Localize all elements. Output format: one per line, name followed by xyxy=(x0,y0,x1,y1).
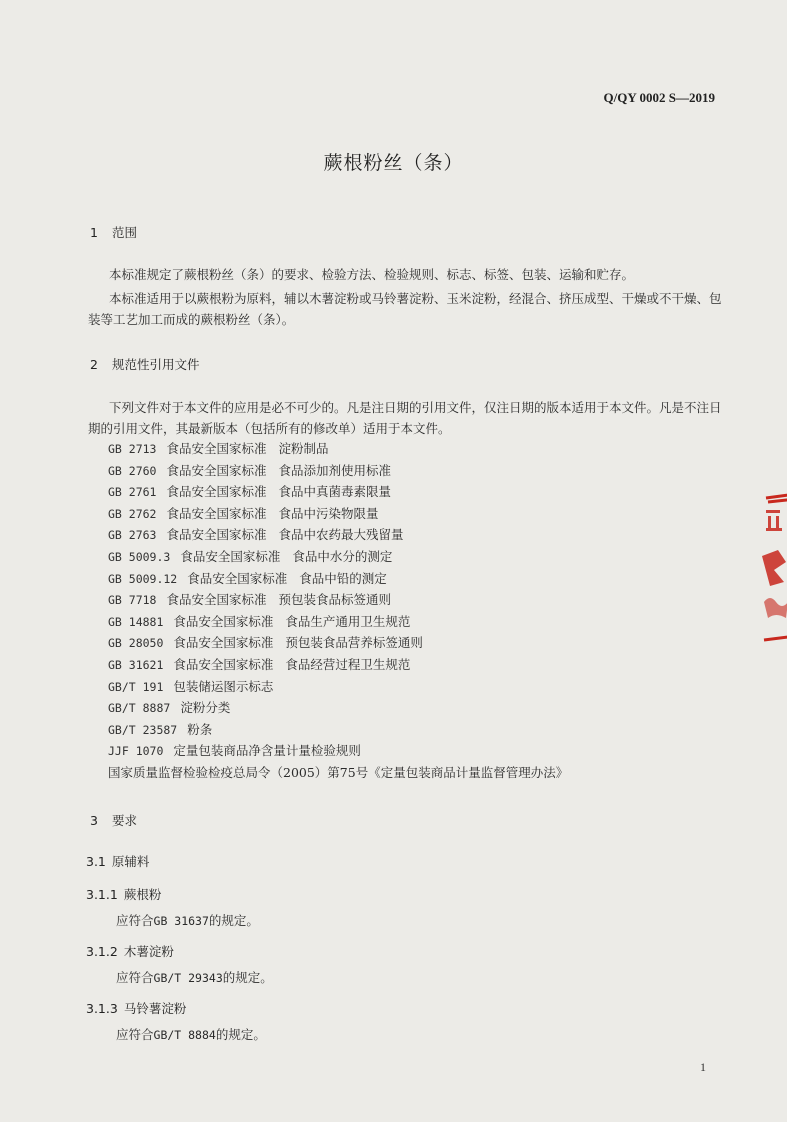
reference-name: 定量包装商品净含量计量检验规则 xyxy=(173,743,361,759)
subsection-3-1-1-heading xyxy=(86,885,161,903)
requirement-prefix: 应符合 xyxy=(116,970,154,985)
subsection-3-1-2-heading xyxy=(86,942,174,960)
reference-title: 食品中水分的测定 xyxy=(292,548,393,564)
requirement-code: GB 31637 xyxy=(153,914,209,928)
reference-code: GB 5009.3 xyxy=(108,549,171,564)
document-title: 蕨根粉丝（条） xyxy=(323,152,464,174)
reference-code: GB 2760 xyxy=(108,463,157,478)
reference-name: 包装储运图示标志 xyxy=(173,678,274,694)
reference-name: 食品安全国家标准 xyxy=(166,592,267,608)
requirement-code: GB/T 29343 xyxy=(153,971,223,985)
reference-title: 食品中铅的测定 xyxy=(299,570,387,586)
requirement-suffix: 的规定。 xyxy=(208,913,259,928)
reference-item xyxy=(108,632,728,654)
reference-code: GB 2713 xyxy=(108,442,157,456)
reference-title: 淀粉制品 xyxy=(278,441,329,456)
reference-list xyxy=(108,438,728,784)
page-number: 1 xyxy=(700,1060,706,1074)
reference-name: 食品安全国家标准 xyxy=(173,635,274,651)
reference-name: 食品安全国家标准 xyxy=(180,548,281,564)
reference-title: 食品经营过程卫生规范 xyxy=(285,656,411,672)
reference-code: GB/T 8887 xyxy=(108,701,171,716)
subsection-title: 原辅料 xyxy=(111,854,150,869)
reference-item xyxy=(108,676,728,698)
section-title: 要求 xyxy=(112,813,138,828)
reference-name: 食品安全国家标准 xyxy=(187,570,288,586)
reference-code: JJF 1070 xyxy=(108,744,164,759)
reference-item xyxy=(108,611,728,633)
reference-name: 食品安全国家标准 xyxy=(166,527,267,543)
reference-name: 食品安全国家标准 xyxy=(166,484,267,500)
scope-paragraph-1: 本标准规定了蕨根粉丝（条）的要求、检验方法、检验规则、标志、标签、包装、运输和贮存。 xyxy=(109,267,635,282)
subsection-number: 3.1.2 xyxy=(86,944,118,959)
red-seal-stamp xyxy=(756,490,787,650)
requirement-suffix: 的规定。 xyxy=(222,970,273,985)
reference-name: 食品安全国家标准 xyxy=(166,505,267,521)
reference-name: 食品安全国家标准 xyxy=(166,441,267,456)
reference-item xyxy=(108,719,728,741)
reference-code: GB 7718 xyxy=(108,593,157,608)
requirement-text xyxy=(116,1025,266,1043)
reference-title: 预包装食品营养标签通则 xyxy=(285,635,423,651)
reference-name: 食品安全国家标准 xyxy=(173,613,274,629)
reference-item xyxy=(108,697,728,719)
reference-code: GB 5009.12 xyxy=(108,571,178,586)
requirement-text xyxy=(116,968,273,986)
reference-code: GB/T 191 xyxy=(108,679,164,694)
reference-name: 食品安全国家标准 xyxy=(166,462,267,478)
reference-item xyxy=(108,589,728,611)
subsection-number: 3.1.1 xyxy=(86,887,118,902)
reference-item xyxy=(108,460,728,482)
section-title: 范围 xyxy=(112,225,138,240)
reference-item xyxy=(108,654,728,676)
section-title: 规范性引用文件 xyxy=(112,357,200,372)
references-intro: 下列文件对于本文件的应用是必不可少的。凡是注日期的引用文件，仅注日期的版本适用于本文件。凡是不注日期的引用文件，其最新版本（包括所有的修改单）适用于本文件。 xyxy=(88,400,722,436)
reference-code: GB 2762 xyxy=(108,506,157,521)
requirement-suffix: 的规定。 xyxy=(215,1027,266,1042)
reference-name: 粉条 xyxy=(187,721,213,737)
reference-item xyxy=(108,762,728,784)
requirement-prefix: 应符合 xyxy=(116,913,154,928)
section-number: 1 xyxy=(90,225,98,240)
section-2-heading xyxy=(90,355,200,373)
reference-name: 食品安全国家标准 xyxy=(173,656,274,672)
reference-title: 食品生产通用卫生规范 xyxy=(285,613,411,629)
reference-item xyxy=(108,503,728,525)
reference-title: 食品中污染物限量 xyxy=(278,505,379,521)
reference-name: 淀粉分类 xyxy=(180,700,231,716)
reference-title: 食品中真菌毒素限量 xyxy=(278,484,391,500)
reference-item xyxy=(108,524,728,546)
reference-item xyxy=(108,438,728,460)
reference-code: GB 31621 xyxy=(108,657,164,672)
reference-code: GB 14881 xyxy=(108,614,164,629)
section-3-heading xyxy=(90,811,137,829)
reference-title: 食品中农药最大残留量 xyxy=(278,527,404,543)
section-number: 3 xyxy=(90,813,98,828)
reference-code: GB 28050 xyxy=(108,636,164,651)
reference-item xyxy=(108,740,728,762)
subsection-3-1-3-heading xyxy=(86,999,186,1017)
reference-item xyxy=(108,568,728,590)
scope-paragraph-2: 本标准适用于以蕨根粉为原料，辅以木薯淀粉或马铃薯淀粉、玉米淀粉，经混合、挤压成型、干燥或不干燥、包装等工艺加工而成的蕨根粉丝（条）。 xyxy=(88,291,722,327)
subsection-title: 马铃薯淀粉 xyxy=(123,1001,187,1016)
subsection-number: 3.1 xyxy=(86,854,106,869)
subsection-number: 3.1.3 xyxy=(86,1001,118,1016)
reference-item xyxy=(108,481,728,503)
requirement-text xyxy=(116,911,259,929)
section-1-heading xyxy=(90,223,137,241)
subsection-title: 蕨根粉 xyxy=(123,887,162,902)
subsection-title: 木薯淀粉 xyxy=(123,944,174,959)
reference-item xyxy=(108,546,728,568)
subsection-3-1-heading xyxy=(86,852,149,870)
reference-code: GB 2761 xyxy=(108,485,157,500)
reference-title: 预包装食品标签通则 xyxy=(278,592,391,608)
requirement-code: GB/T 8884 xyxy=(153,1028,216,1042)
requirement-prefix: 应符合 xyxy=(116,1027,154,1042)
reference-name: 国家质量监督检验检疫总局令（2005）第75号《定量包装商品计量监督管理办法》 xyxy=(108,764,569,780)
section-number: 2 xyxy=(90,357,98,372)
standard-code: Q/QY 0002 S—2019 xyxy=(603,90,715,105)
reference-code: GB/T 23587 xyxy=(108,722,178,737)
reference-title: 食品添加剂使用标准 xyxy=(278,462,391,478)
reference-code: GB 2763 xyxy=(108,528,157,543)
